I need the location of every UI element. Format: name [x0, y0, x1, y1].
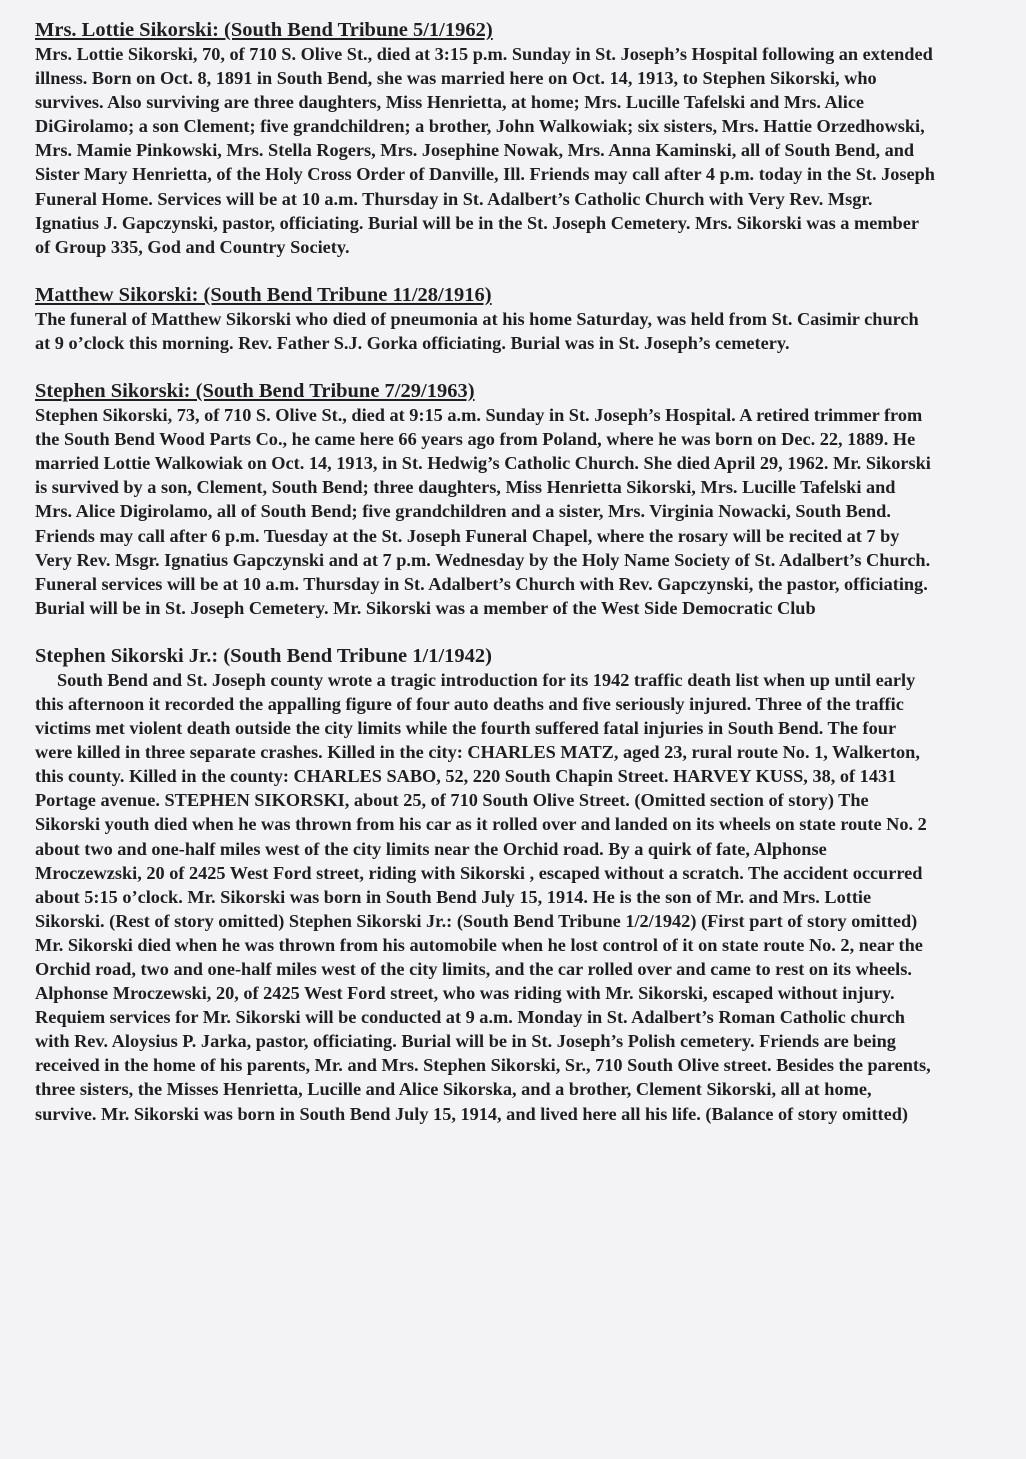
- entry-body: Stephen Sikorski, 73, of 710 S. Olive St., died at 9:15 a.m. Sunday in St. Joseph’s Hospital. A retired trimmer from the South Bend Wood Parts Co., he came here 66 years ago from Poland, where he was born on Dec. 22, 1889. He married Lottie Walkowiak on Oct. 14, 1913, in St. Hedwig’s Catholic Church. She died April 29, 1962. Mr. Sikorski is survived by a son, Clement, South Bend; three daughters, Miss Henrietta Sikorski, Mrs. Lucille Tafelski and Mrs. Alice Digirolamo, all of South Bend; five grandchildren and a sister, Mrs. Virginia Nowacki, South Bend. Friends may call after 6 p.m. Tuesday at the St. Joseph Funeral Chapel, where the rosary will be recited at 7 by Very Rev. Msgr. Ignatius Gapczynski and at 7 p.m. Wednesday by the Holy Name Society of St. Adalbert’s Church. Funeral services will be at 10 a.m. Thursday in St. Adalbert’s Church with Rev. Gapczynski, the pastor, officiating. Burial will be in St. Joseph Cemetery. Mr. Sikorski was a member of the West Side Democratic Club: [35, 405, 931, 618]
- entry-title: Stephen Sikorski: (South Bend Tribune 7/29/1963): [35, 380, 475, 403]
- entry-body: Mrs. Lottie Sikorski, 70, of 710 S. Olive St., died at 3:15 p.m. Sunday in St. Joseph’s Hospital following an extended illness. Born on Oct. 8, 1891 in South Bend, she was married here on Oct. 14, 1913, to Stephen Sikorski, who survives. Also surviving are three daughters, Miss Henrietta, at home; Mrs. Lucille Tafelski and Mrs. Alice DiGirolamo; a son Clement; five grandchildren; a brother, John Walkowiak; six sisters, Mrs. Hattie Orzedhowski, Mrs. Mamie Pinkowski, Mrs. Stella Rogers, Mrs. Josephine Nowak, Mrs. Anna Kaminski, all of South Bend, and Sister Mary Henrietta, of the Holy Cross Order of Danville, Ill. Friends may call after 4 p.m. today in the St. Joseph Funeral Home. Services will be at 10 a.m. Thursday in St. Adalbert’s Catholic Church with Very Rev. Msgr. Ignatius J. Gapczynski, pastor, officiating. Burial will be in the St. Joseph Cemetery. Mrs. Sikorski was a member of Group 335, God and Country Society.: [35, 44, 935, 257]
- entry-title: Stephen Sikorski Jr.: (South Bend Tribune 1/1/1942): [35, 644, 492, 667]
- entry-body: The funeral of Matthew Sikorski who died of pneumonia at his home Saturday, was held from St. Casimir church at 9 o’clock this morning. Rev. Father S.J. Gorka officiating. Burial was in St. Joseph’s cemetery.: [35, 308, 919, 353]
- entry-title: Matthew Sikorski: (South Bend Tribune 11/28/1916): [35, 283, 492, 306]
- obituary-entry-stephen-jr: [35, 644, 935, 1126]
- obituary-entry-matthew: [35, 283, 935, 355]
- document-page: [35, 18, 935, 1126]
- entry-body: South Bend and St. Joseph county wrote a tragic introduction for its 1942 traffic death list when up until early this afternoon it recorded the appalling figure of four auto deaths and five seriously injured. Three of the traffic victims met violent death outside the city limits while the fourth suffered fatal injuries in South Bend. The four were killed in three separate crashes. Killed in the city: CHARLES MATZ, aged 23, rural route No. 1, Walkerton, this county. Killed in the county: CHARLES SABO, 52, 220 South Chapin Street. HARVEY KUSS, 38, of 1431 Portage avenue. STEPHEN SIKORSKI, about 25, of 710 South Olive Street. (Omitted section of story) The Sikorski youth died when he was thrown from his car as it rolled over and landed on its wheels on state route No. 2 about two and one-half miles west of the city limits near the Orchid road. By a quirk of fate, Alphonse Mroczewzski, 20 of 2425 West Ford street, riding with Sikorski , escaped without a scratch. The accident occurred about 5:15 o’clock. Mr. Sikorski was born in South Bend July 15, 1914. He is the son of Mr. and Mrs. Lottie Sikorski. (Rest of story omitted) Stephen Sikorski Jr.: (South Bend Tribune 1/2/1942) (First part of story omitted) Mr. Sikorski died when he was thrown from his automobile when he lost control of it on state route No. 2, near the Orchid road, two and one-half miles west of the city limits, and the car rolled over and came to rest on its wheels. Alphonse Mroczewski, 20, of 2425 West Ford street, who was riding with Mr. Sikorski, escaped without injury. Requiem services for Mr. Sikorski will be conducted at 9 a.m. Monday in St. Adalbert’s Roman Catholic church with Rev. Aloysius P. Jarka, pastor, officiating. Burial will be in St. Joseph’s Polish cemetery. Friends are being received in the home of his parents, Mr. and Mrs. Stephen Sikorski, Sr., 710 South Olive street. Besides the parents, three sisters, the Misses Henrietta, Lucille and Alice Sikorska, and a brother, Clement Sikorski, all at home, survive. Mr. Sikorski was born in South Bend July 15, 1914, and lived here all his life. (Balance of story omitted): [35, 669, 931, 1124]
- entry-title: Mrs. Lottie Sikorski: (South Bend Tribune 5/1/1962): [35, 19, 493, 41]
- obituary-entry-stephen: [35, 379, 935, 620]
- obituary-entry-lottie: [35, 18, 935, 259]
